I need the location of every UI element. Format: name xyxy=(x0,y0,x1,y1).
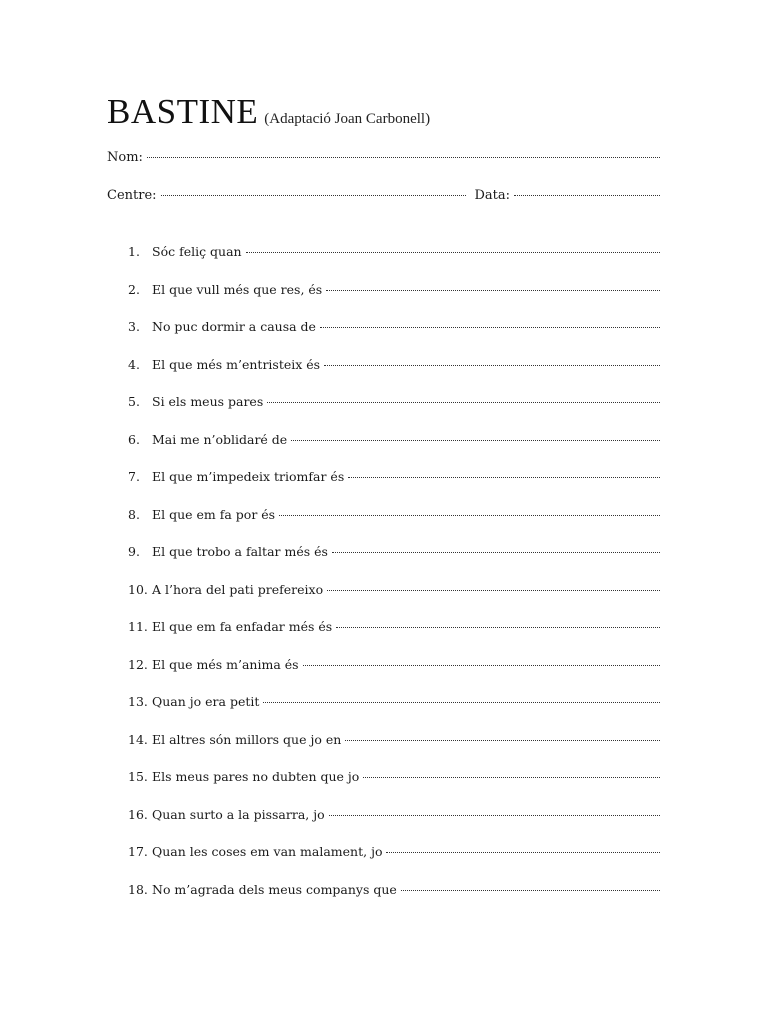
title-block xyxy=(107,92,430,132)
item-prompt: Si els meus pares xyxy=(152,394,264,409)
answer-blank-line[interactable] xyxy=(401,889,660,891)
page-subtitle: (Adaptació Joan Carbonell) xyxy=(264,111,431,127)
answer-blank-line[interactable] xyxy=(279,514,660,516)
list-item xyxy=(128,844,660,882)
data-label: Data: xyxy=(474,188,510,203)
item-number: 7. xyxy=(128,469,140,484)
list-item xyxy=(128,544,660,582)
centre-blank-line[interactable] xyxy=(161,194,467,196)
answer-blank-line[interactable] xyxy=(303,664,660,666)
item-number: 5. xyxy=(128,394,140,409)
question-list xyxy=(128,244,660,919)
list-item xyxy=(128,282,660,320)
list-item xyxy=(128,882,660,920)
item-prompt: El que vull més que res, és xyxy=(152,281,323,297)
item-prompt: A l’hora del pati prefereixo xyxy=(152,581,324,597)
list-item xyxy=(128,807,660,845)
answer-blank-line[interactable] xyxy=(267,401,660,403)
item-prompt: Quan surto a la pissarra, jo xyxy=(152,806,325,822)
nom-blank-line[interactable] xyxy=(147,156,660,158)
answer-blank-line[interactable] xyxy=(363,776,660,778)
item-number: 17. xyxy=(128,844,148,859)
nom-label: Nom: xyxy=(107,150,143,165)
list-item xyxy=(128,357,660,395)
list-item xyxy=(128,582,660,620)
item-prompt: Quan les coses em van malament, jo xyxy=(152,844,383,859)
answer-blank-line[interactable] xyxy=(345,739,660,741)
answer-blank-line[interactable] xyxy=(336,626,660,628)
item-number: 14. xyxy=(128,731,148,747)
item-prompt: Mai me n’oblidaré de xyxy=(152,431,288,447)
item-prompt: El altres són millors que jo en xyxy=(152,731,342,747)
item-number: 15. xyxy=(128,769,148,784)
item-number: 3. xyxy=(128,319,140,334)
list-item xyxy=(128,769,660,807)
answer-blank-line[interactable] xyxy=(327,589,660,591)
item-number: 8. xyxy=(128,506,140,522)
list-item xyxy=(128,469,660,507)
list-item xyxy=(128,244,660,282)
item-number: 6. xyxy=(128,431,140,447)
item-prompt: No puc dormir a causa de xyxy=(152,319,316,334)
answer-blank-line[interactable] xyxy=(326,289,660,291)
item-number: 11. xyxy=(128,619,148,634)
item-prompt: El que m’impedeix triomfar és xyxy=(152,469,345,484)
answer-blank-line[interactable] xyxy=(324,364,660,366)
item-number: 10. xyxy=(128,581,148,597)
item-prompt: El que em fa por és xyxy=(152,506,276,522)
item-prompt: El que em fa enfadar més és xyxy=(152,619,333,634)
item-prompt: El que trobo a faltar més és xyxy=(152,544,328,559)
answer-blank-line[interactable] xyxy=(320,326,660,328)
item-number: 13. xyxy=(128,694,148,709)
item-prompt: El que més m’anima és xyxy=(152,656,299,672)
data-blank-line[interactable] xyxy=(514,194,660,196)
item-prompt: Quan jo era petit xyxy=(152,694,260,709)
page-title: BASTINE xyxy=(107,92,259,131)
answer-blank-line[interactable] xyxy=(263,701,660,703)
item-number: 16. xyxy=(128,806,148,822)
centre-label: Centre: xyxy=(107,188,157,203)
list-item xyxy=(128,732,660,770)
answer-blank-line[interactable] xyxy=(348,476,660,478)
item-number: 18. xyxy=(128,881,148,897)
item-prompt: Sóc feliç quan xyxy=(152,244,242,259)
answer-blank-line[interactable] xyxy=(386,851,660,853)
item-number: 1. xyxy=(128,244,140,259)
centre-data-row xyxy=(107,188,660,203)
list-item xyxy=(128,319,660,357)
item-number: 4. xyxy=(128,356,140,372)
nom-field[interactable] xyxy=(107,150,660,165)
item-number: 12. xyxy=(128,656,148,672)
item-prompt: No m’agrada dels meus companys que xyxy=(152,881,397,897)
item-prompt: Els meus pares no dubten que jo xyxy=(152,769,360,784)
answer-blank-line[interactable] xyxy=(329,814,660,816)
answer-blank-line[interactable] xyxy=(332,551,660,553)
list-item xyxy=(128,394,660,432)
list-item xyxy=(128,694,660,732)
item-prompt: El que més m’entristeix és xyxy=(152,356,321,372)
list-item xyxy=(128,657,660,695)
item-number: 9. xyxy=(128,544,140,559)
list-item xyxy=(128,619,660,657)
list-item xyxy=(128,432,660,470)
answer-blank-line[interactable] xyxy=(291,439,660,441)
item-number: 2. xyxy=(128,281,140,297)
answer-blank-line[interactable] xyxy=(246,251,660,253)
list-item xyxy=(128,507,660,545)
